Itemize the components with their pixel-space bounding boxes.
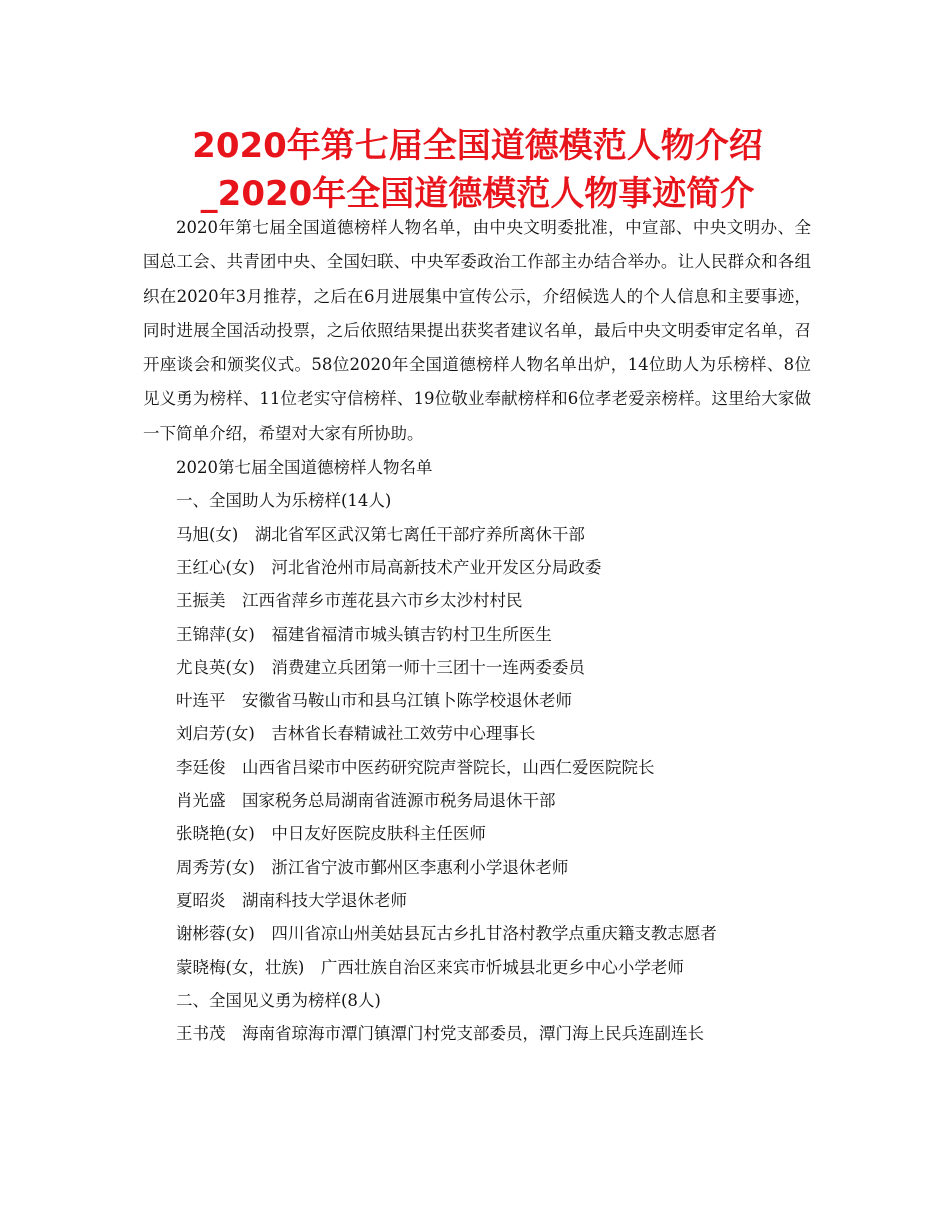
section-heading-helping-others: 一、全国助人为乐榜样(14人) [176,491,392,511]
title-line-1: 2020年第七届全国道德模范人物介绍 [192,126,763,166]
list-item: 王锦萍(女) 福建省福清市城头镇吉钓村卫生所医生 [176,624,552,644]
list-item: 马旭(女) 湖北省军区武汉第七离任干部疗养所离休干部 [176,524,585,544]
intro-paragraph: 2020年第七届全国道德榜样人物名单，由中央文明委批准，中宣部、中央文明办、全国总工会、共青团中央、全国妇联、中央军委政治工作部主办结合举办。让人民群众和各组织在2020年3月推荐，之后在6月进展集中宣传公示，介绍候选人的个人信息和主要事迹，同时进展全国活动投票，之后依照结果提出获奖者建议名单，最后中央文明委审定名单，召开座谈会和颁奖仪式。58位2020年全国道德榜样人物名单出炉，14位助人为乐榜样、8位见义勇为榜样、11位老实守信榜样、19位敬业奉献榜样和6位孝老爱亲榜样。这里给大家做一下简单介绍，希望对大家有所协助。 [143,218,811,443]
list-item: 王红心(女) 河北省沧州市局高新技术产业开发区分局政委 [176,557,602,577]
list-heading: 2020第七届全国道德榜样人物名单 [176,458,433,478]
list-item: 叶连平 安徽省马鞍山市和县乌江镇卜陈学校退休老师 [176,691,572,711]
list-item: 刘启芳(女) 吉林省长春精诚社工效劳中心理事长 [176,724,536,744]
list-item: 谢彬蓉(女) 四川省凉山州美姑县瓦古乡扎甘洛村教学点重庆籍支教志愿者 [176,924,717,944]
list-item: 周秀芳(女) 浙江省宁波市鄞州区李惠利小学退休老师 [176,857,569,877]
list-item: 尤良英(女) 消费建立兵团第一师十三团十一连两委委员 [176,657,585,677]
title-line-2: _2020年全国道德模范人物事迹简介 [200,174,755,214]
list-item: 李廷俊 山西省吕梁市中医药研究院声誉院长，山西仁爱医院院长 [176,757,655,777]
list-item: 蒙晓梅(女，壮族) 广西壮族自治区来宾市忻城县北更乡中心小学老师 [176,957,684,977]
list-item: 肖光盛 国家税务总局湖南省涟源市税务局退休干部 [176,791,556,811]
section-heading-bravery: 二、全国见义勇为榜样(8人) [176,990,381,1010]
list-item: 夏昭炎 湖南科技大学退休老师 [176,890,407,910]
list-item: 王振美 江西省萍乡市莲花县六市乡太沙村村民 [176,591,523,611]
document-title [145,122,810,218]
document-body [143,211,811,1050]
list-item: 王书茂 海南省琼海市潭门镇潭门村党支部委员，潭门海上民兵连副连长 [176,1024,704,1044]
list-item: 张晓艳(女) 中日友好医院皮肤科主任医师 [176,824,486,844]
